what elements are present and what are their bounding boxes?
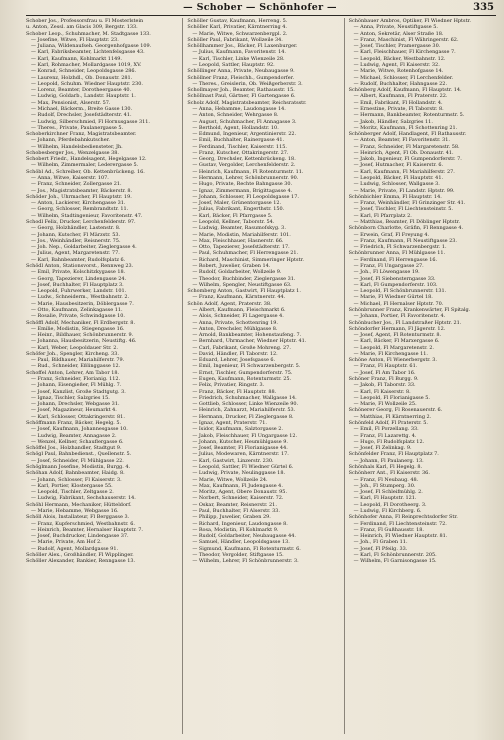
directory-entry: — Rudolf, Drechsler, Josefstädterstr. 41. bbox=[31, 112, 132, 119]
directory-entry: Schönbrunner Franz, Krankenwärter, Fl Spitalg. bbox=[348, 306, 471, 313]
directory-entry: — Ludwig, Goldarb., Landstr. Hauptstr. 1. bbox=[31, 93, 136, 100]
directory-entry: — Jos., Magistratsbeamter, Bäckerstr. 8. bbox=[31, 187, 133, 194]
directory-entry: — Josefine, Witwe, Fl Hauptstr. 23. bbox=[31, 36, 119, 43]
directory-entry: — Leopold, Fl Margaretenstr. 2. bbox=[353, 344, 434, 351]
directory-entry: Schöffl Adolf, Mechaniker, Fl Erdbergstr. 8. bbox=[26, 319, 136, 326]
running-head: — Schober — Schönhofer — bbox=[183, 2, 337, 13]
directory-entry: Schodl Felix, Drucker, Lerchenfelderstr. 97. bbox=[26, 219, 136, 225]
directory-entry: — Heinrich, Fl Wiedner Hauptstr. 81. bbox=[353, 533, 448, 540]
directory-entry: — Julius, Kaufmann, Favoritenstr. 14. bbox=[192, 49, 286, 56]
directory-entry: — Laurenz, Holzhdl., Ob. Donaustr. 281. bbox=[31, 74, 133, 81]
directory-entry: Schöhl Hermann, Mechaniker, Hütteldorf. bbox=[26, 501, 132, 508]
directory-entry: — Isidor, Kaufmann, Salztorgasse 2. bbox=[192, 426, 283, 433]
directory-entry: — Ernestine, Private, Fl Taborstr. 8. bbox=[353, 105, 444, 112]
directory-entry: — Ignaz, Tischler, Salzgries 15. bbox=[31, 394, 110, 401]
directory-entry: — Johann, Schlosser, Fl Leopoldsgasse 17. bbox=[192, 193, 299, 200]
directory-entry: — Philipp, Juwelier, Graben 29. bbox=[192, 514, 271, 521]
directory-entry: — Franz, Bäcker, Fl Hauptstr. 88. bbox=[192, 388, 277, 395]
directory-entry: — Norbert, Schneider, Kaiserstr. 72. bbox=[192, 495, 284, 502]
directory-entry: Schönhofer Anna, Fl Reinprechtsdorfer Str. bbox=[348, 514, 458, 521]
directory-entry: — Heinrich, Kaufmann, Fl Rotenturmstr. 11. bbox=[192, 168, 304, 175]
directory-entry: Schöll Alois, Installateur, Fl Berggasse 3. bbox=[26, 514, 130, 521]
directory-entry: Schöller Alex., Großhändler, Fl Wipplinger. bbox=[26, 551, 134, 558]
directory-entry: — Emil, Buchhalter, Rainergasse 41. bbox=[192, 137, 285, 144]
directory-entry: Scholz Adolf, Magistratsbeamter, Reichsratsstr. bbox=[187, 99, 307, 106]
directory-entry: — Johann, Kutscher, Heumühlgasse 9. bbox=[192, 438, 288, 445]
directory-entry: — Oskar, Beamter, Reisnerstr. 21. bbox=[192, 501, 277, 508]
column-left bbox=[26, 18, 177, 734]
header-rule bbox=[26, 15, 496, 16]
column-right bbox=[344, 18, 500, 734]
directory-entry: — Max, Pensionist, Alserstr. 57. bbox=[31, 99, 111, 106]
directory-entry: — Hermann, Drucker, Fl Zieglergasse 8. bbox=[192, 413, 294, 420]
directory-entry: — Franz, Kutscher, Ottakringerstr. 27. bbox=[192, 149, 289, 156]
directory-entry: — Juliana, Wildenaufseh. Georgenhofgasse 109. bbox=[31, 43, 152, 50]
directory-entry: — Marie, Fl Wiedner Gürtel 18. bbox=[353, 294, 433, 301]
directory-entry: Schönbichler Emma, Fl Hauptstr. 14. bbox=[348, 193, 442, 200]
directory-entry: — Franz, Fl Hauptstr. 61. bbox=[353, 363, 418, 370]
directory-entry: — Franz, Weinhändler, Fl Grinzinger Str. 41. bbox=[353, 200, 466, 207]
directory-entry: — Ferdinand, Tischler, Kaiserstr. 115. bbox=[192, 143, 287, 150]
directory-entry: — Lorenz, Beamter, Dorotheergasse 40. bbox=[31, 87, 132, 94]
directory-entry: — Friedrich, Schuhmacher, Wallgasse 14. bbox=[192, 394, 297, 401]
directory-entry: — Eugen, Kaufmann, Rotenturmstr. 25. bbox=[192, 376, 292, 383]
directory-entry: — Friedrich, Fl Schwarzenbergstr. 1. bbox=[353, 244, 447, 251]
directory-entry: — Karl, Gastwirt, Linzerstr. 230. bbox=[192, 457, 274, 464]
directory-entry: — Heinrich, Zahnarzt, Mariahilferstr. 53. bbox=[192, 407, 296, 414]
directory-entry: — Josef, Fl Schleifmühlg. 2. bbox=[353, 489, 423, 496]
directory-entry: — Michael, Schlosser, Fl Lerchenfelder. bbox=[353, 74, 454, 81]
directory-entry: — Richard, Maschinist, Simmeringer Hptstr. bbox=[192, 256, 304, 263]
directory-entry: — Leopold, Kellner, Taborstr. 54. bbox=[192, 219, 275, 225]
directory-entry: — Erwein, Graf, Fl Freyung 4. bbox=[353, 231, 430, 238]
directory-entry: — Leopold, Tischler, Zeltgasse 2. bbox=[31, 489, 114, 496]
directory-entry: — Ignaz, Agent, Praterstr. 71. bbox=[192, 420, 267, 426]
directory-entry: — Paul, Buchhalter, Fl Alserstr. 33. bbox=[192, 507, 280, 514]
directory-entry: — Anton, Beamter, Fl Favoritenstr. 31. bbox=[353, 137, 450, 144]
directory-entry: — Franz, Schneider, Florianig. 112. bbox=[31, 376, 121, 383]
directory-entry: — Franz, Kaufmann, Fl Neustiftgasse 23. bbox=[353, 237, 457, 244]
directory-entry: — August, Schuhmacher, Fl Annagasse 3. bbox=[192, 118, 297, 125]
directory-entry: — Emilie, Modistin, Stiegengasse 16. bbox=[31, 325, 125, 332]
directory-entry: u. Anton, Zessl. am Glacis 309, Bergstr. 133. bbox=[26, 24, 138, 31]
directory-entry: — Wilhelm, Fl Garnisongasse 15. bbox=[353, 558, 437, 565]
directory-entry: — Joh., Fl Graben 11. bbox=[353, 539, 408, 546]
directory-entry: — Franz, Fl Ungargasse 27. bbox=[353, 262, 424, 269]
directory-entry: — Sigmund, Kaufmann, Fl Rotenturmstr. 6. bbox=[192, 545, 301, 552]
directory-entry: — Ignaz, Zimmermann, Brigittagasse 4. bbox=[192, 187, 293, 194]
directory-entry: — Joh., Fl Stumperg. 30. bbox=[353, 482, 416, 489]
directory-entry: — Otto, Kaufmann, Zelinkagasse 11. bbox=[31, 306, 123, 313]
directory-entry: — Theres., Greislerin, Ob. Weißgerberstr. 3. bbox=[192, 80, 303, 87]
directory-entry: Schönherr Ant., Fl Kaiserstr. 36. bbox=[348, 470, 430, 477]
directory-entry: Schöndorfer Hermann, Fl Jägerstr. 12. bbox=[348, 325, 446, 332]
directory-entry: — Ludwig, Silberschmied, Fl Hornusgasse 311. bbox=[31, 118, 150, 125]
directory-entry: — Karl, Weber, Leopoldauer Str. 2. bbox=[31, 344, 118, 351]
directory-entry: Schober Leop., Schuhmacher, M. Stadtgasse 133. bbox=[26, 30, 151, 37]
directory-entry: — Theres., Private, Paulanergasse 5. bbox=[31, 124, 124, 131]
directory-entry: — Leopold, Bäcker, Fl Hauptstr. 41. bbox=[353, 175, 444, 182]
directory-entry: — Josef, Tischler, Pramergasse 30. bbox=[353, 43, 441, 50]
directory-entry: Schöllner Franz, Fleischh., Gumpendorfer. bbox=[187, 74, 295, 81]
directory-entry: — Hugo, Private, Rechte Bahngasse 30. bbox=[192, 181, 293, 188]
directory-entry: Schöffel Jos., Holzhandler, Stadtgut 9. bbox=[26, 445, 122, 452]
directory-entry: — Franz, Fl Gußhausstr. 18. bbox=[353, 526, 424, 533]
directory-entry: — Karl, Bäcker, Fl Pfarrgasse 5. bbox=[192, 212, 273, 219]
directory-entry: — Joh. Nep., Goldarbeiter, Zieglergasse 4. bbox=[31, 244, 137, 251]
directory-entry: Schöller Paul, Fabrikant, Wollzeile 34. bbox=[187, 36, 283, 43]
directory-entry: — Johann, Pferdebahnkutscher. bbox=[31, 137, 111, 144]
directory-entry: — Marie, Fl Kirchengasse 11. bbox=[353, 350, 428, 357]
directory-entry: — Wilhelm, Stadtingenieur, Favoritenstr. 47. bbox=[31, 212, 143, 219]
directory-entry: — Josef, Buchdrucker, Lindengasse 37. bbox=[31, 533, 129, 540]
directory-entry: — Ludwig, Private, Neulinggasse 18. bbox=[192, 470, 286, 477]
directory-entry: — Rud., Schneider, Eßlinggasse 12. bbox=[31, 363, 121, 370]
directory-entry: — Karl, Schlosser, Ottakringerstr. 81. bbox=[31, 413, 125, 420]
directory-entry: Schönerer Georg, Fl Rosenauerstr. 6. bbox=[348, 407, 443, 414]
directory-entry: — Albert, Kaufmann, Fleischmarkt 6. bbox=[192, 306, 286, 313]
directory-entry: — Emil, Fabrikant, Fl Hollandstr. 4. bbox=[353, 99, 443, 106]
directory-entry: — Leopold, Fuhrwerker, Landstr. 101. bbox=[31, 288, 127, 295]
directory-entry: — Josef, Kanzlist, Große Stadtgutg. 3. bbox=[31, 388, 126, 395]
directory-entry: Schöner Franz, Fl Burgg. 9. bbox=[348, 376, 419, 383]
directory-entry: — Karl, Bäcker, Fl Marxergasse 6. bbox=[353, 338, 440, 345]
directory-entry: — Hermann, Lehrer, Schönbrunnerstr. 90. bbox=[192, 175, 299, 182]
directory-entry: — Felix, Privatier, Ringstr. 3. bbox=[192, 382, 265, 389]
directory-entry: — Leopold, Sattler, Fl Wiedner Gürtel 6. bbox=[192, 463, 294, 470]
directory-entry: — Matthias, Fl Kärntnerring 2. bbox=[353, 413, 432, 420]
directory-entry: — Georg, Tapezierer, Lindengasse 24. bbox=[31, 275, 127, 282]
directory-entry: — Johann, Portier, Fl Favoritenstr. 4. bbox=[353, 313, 446, 320]
directory-entry: Schöfer Joh., Spengler, Kircheng. 33. bbox=[26, 350, 119, 357]
directory-entry: — Marie, Private, Am Hof 2. bbox=[31, 539, 102, 546]
directory-entry: — Karl, Bahnbeamter, Rudolfsplatz 6. bbox=[31, 256, 126, 263]
directory-entry: — Jakob, Fl Taborstr. 33. bbox=[353, 382, 416, 389]
directory-entry: — Rudolf, Agent, Mollardgasse 91. bbox=[31, 545, 119, 552]
directory-entry: — Theodor, Vergolder, Stiftgasse 15. bbox=[192, 551, 284, 558]
directory-entry: — Josef, Buchhalter, Fl Hauptplatz 3. bbox=[31, 281, 124, 288]
directory-entry: — Max, Kaufmann, Fl Judengasse 4. bbox=[192, 482, 283, 489]
directory-entry: — Josef, Fl Am Tabor 16. bbox=[353, 369, 416, 376]
directory-entry: — Leopold, Sattler, Hauptstr. 92. bbox=[192, 61, 275, 68]
directory-entry: — Anna, Hebamme, Laudongasse 14. bbox=[192, 105, 286, 112]
directory-entry: — Matthias, Beamter, Fl Döblinger Hptstr. bbox=[353, 219, 460, 225]
directory-entry: — Karl, Kaufmann, Fl Mariahilferstr. 27. bbox=[353, 168, 455, 175]
column-middle bbox=[182, 18, 338, 734]
directory-entry: — Albert, Kaufmann, Fl Praterstr. 22. bbox=[353, 93, 448, 100]
directory-entry: — Georg, Schlosser, Rembrandtstr. 11. bbox=[31, 206, 129, 213]
directory-entry: — Franz, Kaufmann, Kärntnerstr. 44. bbox=[192, 294, 286, 301]
directory-entry: — Jakob, Fleischhauer, Fl Ungargasse 12. bbox=[192, 432, 298, 439]
directory-entry: Schönfeld Adolf, Fl Praterstr. 5. bbox=[348, 420, 428, 426]
directory-entry: — Ludwig, Fl Kirchberg. 6. bbox=[353, 507, 422, 514]
directory-entry: — Gustav, Vergolder, Lerchenfelderstr. 2. bbox=[192, 162, 296, 169]
directory-entry: — Ferdinand, Fl Herrengasse 16. bbox=[353, 256, 438, 263]
directory-entry: — Marie, Witwe, Wollzeile 24. bbox=[192, 476, 268, 483]
page-number: 335 bbox=[473, 2, 494, 13]
directory-entry: — David, Händler, Fl Taborstr. 12. bbox=[192, 350, 278, 357]
directory-entry: — Karl, Fl Schönbrunnerstr. 205. bbox=[353, 551, 437, 558]
directory-entry: — Anton, Lackierer, Kirchengasse 31. bbox=[31, 200, 126, 207]
directory-entry: — Rosalie, Private, Schwindgasse 10. bbox=[31, 313, 125, 320]
directory-entry: — Emil, Ingenieur, Fl Schwarzenbergstr. 5. bbox=[192, 363, 301, 370]
directory-entry: Schoberkirchner Franz, Magistratsbeamter. bbox=[26, 131, 137, 138]
page-header bbox=[26, 2, 494, 16]
directory-entry: — Carl, Fabrikant, Große Mohreng. 27. bbox=[192, 344, 291, 351]
directory-entry: Schön Adolf, Agent, Praterstr. 38. bbox=[187, 300, 272, 307]
directory-entry: — Johann, Eisengießer, Fl Mühlg. 7. bbox=[31, 382, 122, 389]
directory-entry: — Anton, Schneider, Wehrgasse 8. bbox=[192, 112, 279, 119]
directory-entry: — Berthold, Agent, Hollandstr. 10. bbox=[192, 124, 279, 131]
directory-entry: Schönfelder Franz, Fl Hauptplatz 7. bbox=[348, 451, 439, 458]
directory-entry: Schöllhammer Jos., Bäcker, Fl Laxenburger. bbox=[187, 43, 298, 50]
directory-entry: — Paul, Schuhmacher, Fl Herrengasse 21. bbox=[192, 250, 299, 257]
directory-entry: — Johann, Drechsler, Webgasse 31. bbox=[31, 401, 120, 408]
directory-entry: — Anna, Private, Neustiftgasse 5. bbox=[353, 24, 438, 31]
directory-entry: — Ludwig, Beamter, Annagasse 2. bbox=[31, 432, 117, 439]
directory-entry: — Wilhelm, Handelsbediensteter, Jh. bbox=[31, 143, 123, 150]
directory-entry: Schollmayer Joh., Beamter, Rathausstr. 15. bbox=[187, 87, 295, 94]
directory-entry: — Anna, Private, Schottenring 19. bbox=[192, 319, 278, 326]
directory-entry: — Georg, Holzhändler, Lastenstr. 8. bbox=[31, 225, 121, 232]
directory-entry: — Edmund, Ingenieur, Argentinierstr. 22. bbox=[192, 131, 297, 138]
directory-entry: — Franz, Schneider, Fl Margaretenstr. 58. bbox=[353, 143, 460, 150]
directory-entry: — Leopold, Fl Florianigasse 5. bbox=[353, 394, 430, 401]
directory-entry: — Karl, Tischler, Linke Wienzeile 28. bbox=[192, 55, 285, 62]
directory-entry: Schöller Alexander, Bankier, Renngasse 13. bbox=[26, 558, 136, 565]
directory-entry: — Johann, Schlosser, Fl Kaiserstr. 3. bbox=[31, 476, 122, 483]
directory-entry: — Wilhelm, Zimmermaler, Lederergasse 5. bbox=[31, 162, 139, 169]
directory-entry: — Marie, Witwe, Rotenhofgasse 14. bbox=[353, 68, 444, 75]
directory-entry: — Karl, Fl Pfarrplatz 2. bbox=[353, 212, 412, 219]
directory-entry: — Marie, Hausbesitzerin, Döblergasse 7. bbox=[31, 300, 134, 307]
directory-entry: Schoffel Anton, Lehrer, Am Tabor 18. bbox=[26, 369, 120, 376]
directory-entry: Schobert Friedr., Handelsagent, Hegelgasse 12. bbox=[26, 156, 147, 163]
directory-entry: Schönberger Adolf, Handlagent, Fl Rathausstr. bbox=[348, 131, 467, 138]
directory-entry: — Anton, Drechsler, Mühlgasse 8. bbox=[192, 325, 278, 332]
directory-entry: — Marie, Fl Wollzeile 25. bbox=[353, 401, 417, 408]
directory-entry: — Jos., Weinhändler, Reisnerstr. 75. bbox=[31, 237, 121, 244]
directory-entry: — Alois, Schneider, Fl Lagergasse 4. bbox=[192, 313, 284, 320]
directory-entry: — Ludwig, Fabrikant, Sechshauserstr. 14. bbox=[31, 495, 136, 502]
directory-entry: — Joh., Fl Löwengasse 19. bbox=[353, 269, 420, 276]
directory-entry: — Karl, Fl Hauptstr. 121. bbox=[353, 495, 417, 502]
directory-entry: — Samuel, Händler, Leopoldsgasse 13. bbox=[192, 539, 290, 546]
directory-entry: — Franz, Maschinist, Fl Währingerstr. 62. bbox=[353, 36, 459, 43]
directory-entry: — Franz, Schneider, Zollergasse 21. bbox=[31, 181, 122, 188]
directory-entry: — Johanna, Hausbesitzerin, Neustiftg. 46. bbox=[31, 338, 137, 345]
directory-entry: — Josef, Fl Siebensterngasse 33. bbox=[353, 275, 436, 282]
directory-entry: — Marie, Witwe, Schwarzenbergpl. 2. bbox=[192, 30, 288, 37]
directory-entry: — Josef, Fl Zelinkag. 9. bbox=[353, 445, 412, 452]
directory-entry: — Emil, Fl Porzellang. 33. bbox=[353, 426, 419, 433]
directory-entry: Schönbauer Ambros, Optiker, Fl Wiedner Hptstr. bbox=[348, 18, 471, 24]
directory-entry: — Julius, Modewaren, Kärntnerstr. 17. bbox=[192, 451, 289, 458]
directory-entry: — Josef, Hutmacher, Fl Kaiserstr. 6. bbox=[353, 162, 444, 169]
directory-entry: — Wilhelm, Lehrer, Fl Schönbrunnerstr. 3. bbox=[192, 558, 299, 565]
directory-entry: — Rudolf, Goldarbeiter, Wollzeile 9. bbox=[192, 269, 282, 276]
directory-entry: — Franz, Kupferschmied, Westbahnstr. 6. bbox=[31, 520, 135, 527]
directory-entry: Schöglmann Josefine, Modistin, Burgg. 4. bbox=[26, 463, 131, 470]
directory-entry: — Josef, Schneider, Fl Mühlgasse 22. bbox=[31, 457, 124, 464]
directory-entry: — Wilhelm, Spengler, Neustiftgasse 63. bbox=[192, 281, 292, 288]
directory-entry: Schöllinger Anna, Private, Neubaugasse 9. bbox=[187, 68, 295, 75]
directory-entry: — Wenzel, Kellner, Schauflergasse 6. bbox=[31, 438, 124, 445]
directory-entry: — Marie, Hebamme, Webgasse 16. bbox=[31, 507, 119, 514]
directory-entry: — Franz, Fl Neubaug. 48. bbox=[353, 476, 419, 483]
directory-entry: — Ludwig, Schlosser, Wallgasse 3. bbox=[353, 181, 440, 188]
directory-entry: — Karl, Fl Gumpendorferstr. 103. bbox=[353, 281, 438, 288]
directory-entry: — Karl, Portier, Klostergasse 55. bbox=[31, 482, 113, 489]
directory-entry: — Theodor, Buchbinder, Zieglergasse 31. bbox=[192, 275, 296, 282]
directory-entry: Schöhan Adolf, Bahnbeamter, Haidg. 8. bbox=[26, 470, 125, 477]
directory-entry: — Ludwig, Agent, Fl Kaiserstr. 32. bbox=[353, 61, 440, 68]
directory-entry: — Marie, Modistin, Mariahilferstr. 101. bbox=[192, 231, 291, 238]
directory-entry: — Rosa, Modistin, Fl Kohlmarkt 9. bbox=[192, 526, 279, 533]
directory-entry: — Arnold, Bankbeamter, Hohenstaufeng. 7. bbox=[192, 332, 302, 339]
directory-entry: Schöllnast Paul, Gärtner, Fl Gartengasse 6. bbox=[187, 93, 296, 100]
directory-entry: — Michael, Fl Hernalser Hptstr. 70. bbox=[353, 300, 444, 307]
directory-entry: — Jakob, Ingenieur, Fl Gumpendorferstr. 7. bbox=[353, 156, 462, 163]
directory-entry: — Johann, Kutscher, Fl Märzstr. 53. bbox=[31, 231, 121, 238]
directory-entry: — Leopold, Schuhm. Wiedner Hauptstr. 230. bbox=[31, 80, 143, 87]
directory-entry: — Hugo, Fl Rudolfsplatz 12. bbox=[353, 438, 425, 445]
directory-entry: — Robert, Juwelier, Graben 14. bbox=[192, 262, 271, 269]
directory-entry: — Josef, Tischler, Fl Liechtensteinstr. 5. bbox=[353, 206, 453, 213]
directory-entry: — Heinr., Bildhauer, Schönbrunnerstr. 9. bbox=[31, 332, 134, 339]
directory-entry: — Julius, Fabrikant, Engerthstr. 150. bbox=[192, 206, 285, 213]
directory-entry: Schöller Karl, Privatier, Kärntnerring 4. bbox=[187, 24, 287, 31]
directory-entry: Schobesberger Jos., Wenzelgasse 38. bbox=[26, 149, 119, 156]
directory-entry: — Rudolf, Buchhalter, Hahngasse 22. bbox=[353, 80, 448, 87]
directory-entry: — Anton, Sekretär, Alser Straße 18. bbox=[353, 30, 444, 37]
directory-entry: — Eduard, Lehrer, Josefsgasse 6. bbox=[192, 357, 276, 364]
directory-entry: — Anna, Witwe, Kaiserstr. 107. bbox=[31, 175, 109, 182]
directory-entry: — Richard, Ingenieur, Laudongasse 8. bbox=[192, 520, 288, 527]
directory-entry: — Karl, Fabriksbeamter, Lichtenfelsgasse 43. bbox=[31, 49, 145, 56]
directory-entry: — Johann, Fl Paulanerg. 13. bbox=[353, 457, 424, 464]
directory-entry: — Karl, Fleischhauer, Fl Kirchengasse 7. bbox=[353, 49, 456, 56]
directory-entry: — Paul, Bildhauer, Mariahilferstr. 79. bbox=[31, 357, 125, 364]
directory-entry: — Leopold, Fl Dorotheerg. 3. bbox=[353, 501, 427, 508]
directory-entry: — Michael, Bäckerm., Breite Gasse 130. bbox=[31, 105, 133, 112]
directory-entry: — Josef, Beamter, Fl Florianigasse 44. bbox=[192, 445, 288, 452]
directory-entry: — Moritz, Agent, Obere Donaustr. 95. bbox=[192, 489, 288, 496]
directory-entry: — Karl, Kaufmann, Kohlmarkt 1149. bbox=[31, 55, 122, 62]
directory-entry: Schomberg Anton, Gastwirt, Fl Hauptplatz 1. bbox=[187, 288, 301, 295]
directory-entry: — Josef, Magazineur, Heumarkt 4. bbox=[31, 407, 117, 414]
directory-entry: — Konrad, Schneider, Leopoldsgasse 286. bbox=[31, 68, 137, 75]
directory-entry: Schödl Anton, Stationsvorst., Rennweg 23. bbox=[26, 262, 134, 269]
directory-entry: — Hermann, Bankbeamter, Rotenturmstr. 5. bbox=[353, 112, 465, 119]
directory-entry: — Jakob, Händler, Salzgries 11. bbox=[353, 118, 433, 125]
directory-entry: — Ludw., Schneiderm., Westbahnstr. 2. bbox=[31, 294, 130, 301]
directory-entry: Schöffmann Franz, Bäcker, Hegelg. 5. bbox=[26, 420, 122, 426]
directory-entry: Schönbrunner Anna, Fl Mühlgasse 11. bbox=[348, 250, 446, 257]
directory-entry: — Ferdinand, Fl Liechtensteinstr. 72. bbox=[353, 520, 447, 527]
directory-entry: — Marie, Private, Fl Landstr. Hptstr. 99. bbox=[353, 187, 455, 194]
directory-entry: Schober Jos., Professorsfrau u. Fl Mosterlstein bbox=[26, 18, 144, 24]
directory-entry: Schöbl Ad., Schreiber, Ob. Kettenbrückeng. 16. bbox=[26, 168, 145, 175]
directory-entry: — Moritz, Kaufmann, Fl Schottenring 21. bbox=[353, 124, 458, 131]
directory-entry: — Georg, Drechsler, Kettenbrückeng. 18. bbox=[192, 156, 296, 163]
directory-entry: — Rudolf, Goldarbeiter, Neubaugasse 44. bbox=[192, 533, 296, 540]
directory-columns bbox=[26, 18, 500, 734]
directory-entry: — Karl, Rohmacher, Mollardgasse 1019, XV. bbox=[31, 61, 142, 68]
directory-entry: — Josef, Agent, Fl Rotenturmstr. 8. bbox=[353, 332, 442, 339]
directory-entry: Schögl Paul, Bahnbedienst., Quellenstr. 5. bbox=[26, 451, 132, 458]
directory-entry: — Franz, Fl Lazarettg. 4. bbox=[353, 432, 417, 439]
directory-entry: — Ludwig, Beamter, Rasumofskyg. 3. bbox=[192, 225, 286, 232]
directory-entry: Schönborn Charlotte, Gräfin, Fl Renngasse 4. bbox=[348, 225, 464, 232]
directory-entry: — Max, Fleischhauer, Hasnerstr. 66. bbox=[192, 237, 284, 244]
directory-entry: — Josef, Fl Pfeilg. 33. bbox=[353, 545, 408, 552]
directory-entry: — Gottlieb, Schlosser, Linke Wienzeile 90. bbox=[192, 401, 299, 408]
directory-entry: — Otto, Tapezierer, Josefstädterstr. 17. bbox=[192, 244, 290, 251]
directory-entry: — Emil, Private, Kolschitzkygasse 18. bbox=[31, 269, 126, 276]
directory-entry: — Ernst, Tischler, Gumpendorferstr. 75. bbox=[192, 369, 293, 376]
directory-entry: — Heinrich, Agent, Fl Ob. Donaustr. 41. bbox=[353, 149, 454, 156]
directory-entry: — Julius, Agent, Margaretenstr. 77. bbox=[31, 250, 120, 257]
directory-entry: — Leopold, Fl Schönbrunnerstr. 131. bbox=[353, 288, 447, 295]
directory-entry: Schöne Anton, Fl Wienerbergstr. 3. bbox=[348, 357, 437, 364]
directory-entry: Schönhals Karl, Fl Hegelg. 8. bbox=[348, 463, 423, 470]
directory-entry: — Karl, Fl Kaiserstr. 8. bbox=[353, 388, 411, 395]
directory-entry: Schöder Joh., Uhrmacher, Fl Hauptstr. 19. bbox=[26, 193, 132, 200]
directory-entry: Schöller Gustav, Kaufmann, Herreng. 5. bbox=[187, 18, 288, 24]
directory-entry: Schönberg Adolf, Kaufmann, Fl Hauptstr. 14. bbox=[348, 87, 462, 94]
directory-entry: — Josef, Kaufmann, Johannesgasse 10. bbox=[31, 426, 128, 433]
directory-entry: — Heinrich, Beamter, Hernalser Hauptstr. 7. bbox=[31, 526, 143, 533]
directory-entry: — Leopold, Bäcker, Westbahnstr. 12. bbox=[353, 55, 446, 62]
directory-entry: — Josef, Maler, Grünentorgasse 12. bbox=[192, 200, 282, 207]
directory-entry: — Bernhard, Uhrmacher, Wiedner Hptstr. 41. bbox=[192, 338, 307, 345]
directory-entry: Schönbucher Jos., Fl Landstraßer Hptstr. 21. bbox=[348, 319, 462, 326]
